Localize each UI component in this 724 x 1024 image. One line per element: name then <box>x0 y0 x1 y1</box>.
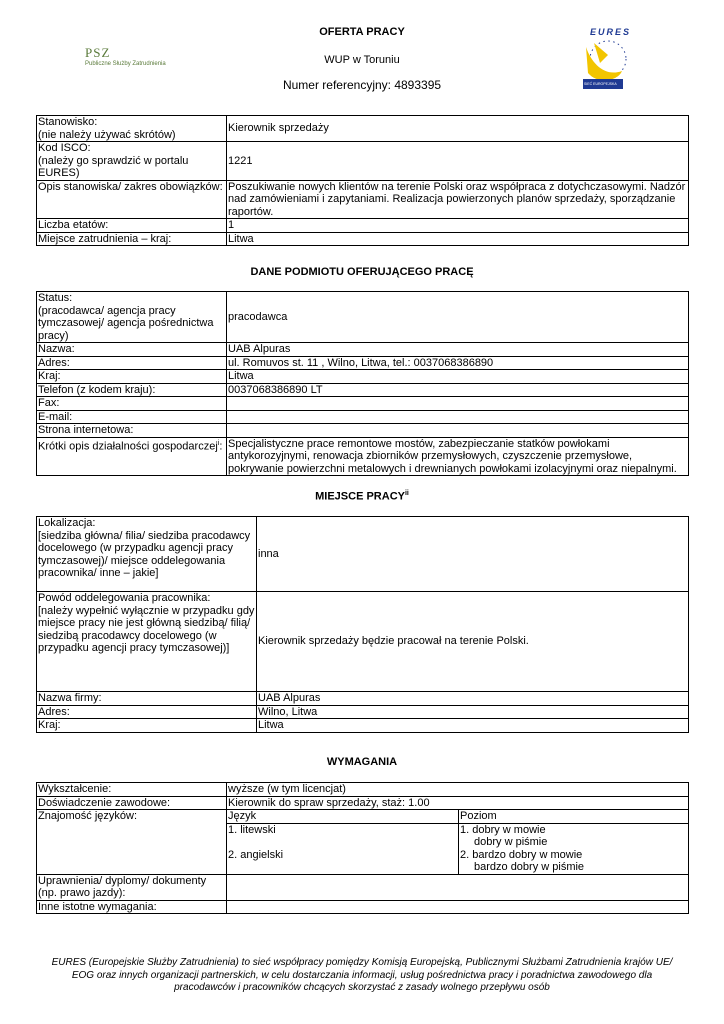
eures-logo-subtext: SIEĆ EUROPEJSKA <box>584 82 617 86</box>
psz-logo-text: PSZ <box>85 45 111 60</box>
language-1: 1. litewski <box>228 823 276 836</box>
other-requirements-label: Inne istotne wymagania: <box>37 900 227 914</box>
status-value: pracodawca <box>227 292 689 343</box>
workplace-country-value: Litwa <box>257 719 689 733</box>
requirements-heading: WYMAGANIA <box>326 756 398 768</box>
employer-country-value: Litwa <box>227 370 689 384</box>
psz-logo-subtext: Publiczne Służby Zatrudnienia <box>85 61 166 67</box>
experience-value: Kierownik do spraw sprzedaży, staż: 1.00 <box>227 796 689 810</box>
employer-address-value: ul. Romuvos st. 11 , Wilno, Litwa, tel.: 0037068386890 <box>227 356 689 370</box>
country-value: Litwa <box>227 232 689 246</box>
certificates-value <box>227 874 689 900</box>
employer-phone-label: Telefon (z kodem kraju): <box>37 383 227 397</box>
position-value: Kierownik sprzedaży <box>227 116 689 142</box>
location-value: inna <box>257 517 689 592</box>
activity-value: Specjalistyczne prace remontowe mostów, zabezpieczanie statków powłokami antykorozyjnymi, renowacja zbiorników przemysłowych, czyszczenie przemysłowe, pokrywanie powierzchni metalowych i drewnianych powłokami izolacyjnymi oraz niepalnymi. <box>227 437 689 476</box>
reference-number: Numer referencyjny: 4893395 <box>282 78 442 92</box>
office-name: WUP w Toruniu <box>324 54 400 66</box>
requirements-table <box>36 782 689 914</box>
certificates-label: Uprawnienia/ dyplomy/ dokumenty (np. prawo jazdy): <box>37 874 227 900</box>
employer-www-label: Strona internetowa: <box>37 424 227 438</box>
employer-name-label: Nazwa: <box>37 343 227 357</box>
employer-name-value: UAB Alpuras <box>227 343 689 357</box>
location-label: Lokalizacja: [siedziba główna/ filia/ siedziba pracodawcy docelowego (w przypadku agencji pracy tymczasowej)/ miejsce oddelegowania pracownika/ inne – jakie] <box>37 517 257 592</box>
footer-note: EURES (Europejskie Służby Zatrudnienia) to sieć współpracy pomiędzy Komisją Europejską, Publicznymi Służbami Zatrudnienia krajów UE/ EOG oraz innych organizacji partnerskich, w celu dostarczania informacji, usług pośrednictwa pracy i poradnictwa zawodowego dla pracodawców i pracowników chcących skorzystać z zasady wolnego przepływu osób <box>51 957 673 993</box>
language-2-level-speaking: 2. bardzo dobry w mowie <box>460 848 583 861</box>
employer-country-label: Kraj: <box>37 370 227 384</box>
employer-fax-label: Fax: <box>37 397 227 411</box>
isco-label: Kod ISCO: (należy go sprawdzić w portalu EURES) <box>37 142 227 181</box>
description-label: Opis stanowiska/ zakres obowiązków: <box>37 180 227 219</box>
company-name-label: Nazwa firmy: <box>37 692 257 706</box>
activity-label: Krótki opis działalności gospodarczej$^i$: <box>37 437 227 476</box>
employer-heading: DANE PODMIOTU OFERUJĄCEGO PRACĘ <box>250 266 474 278</box>
page-title: OFERTA PRACY <box>319 26 405 38</box>
reason-value: Kierownik sprzedaży będzie pracował na terenie Polski. <box>257 592 689 692</box>
language-2: 2. angielski <box>228 848 284 861</box>
position-label: Stanowisko: (nie należy używać skrótów) <box>37 116 227 142</box>
workplace-address-label: Adres: <box>37 705 257 719</box>
employer-www-value <box>227 424 689 438</box>
education-value: wyższe (w tym licencjat) <box>227 783 689 797</box>
reason-label: Powód oddelegowania pracownika: [należy wypełnić wyłącznie w przypadku gdy miejsce pracy nie jest główną siedzibą/ filią/ siedzibą pracodawcy docelowego (w przypadku agencji pracy tymczasowej)] <box>37 592 257 692</box>
employer-table <box>36 291 689 476</box>
education-label: Wykształcenie: <box>37 783 227 797</box>
employer-email-label: E-mail: <box>37 410 227 424</box>
country-label: Miejsce zatrudnienia – kraj: <box>37 232 227 246</box>
status-label: Status: (pracodawca/ agencja pracy tymczasowej/ agencja pośrednictwa pracy) <box>37 292 227 343</box>
language-list <box>227 823 459 874</box>
workplace-country-label: Kraj: <box>37 719 257 733</box>
employer-email-value <box>227 410 689 424</box>
employer-address-label: Adres: <box>37 356 227 370</box>
language-1-level-writing: dobry w piśmie <box>474 836 548 848</box>
eures-logo-text: EURES <box>590 27 632 37</box>
language-1-level-speaking: 1. dobry w mowie <box>460 823 546 836</box>
eures-logo <box>578 25 638 93</box>
employer-fax-value <box>227 397 689 411</box>
isco-value: 1221 <box>227 142 689 181</box>
employer-phone-value: 0037068386890 LT <box>227 383 689 397</box>
company-name-value: UAB Alpuras <box>257 692 689 706</box>
workplace-table <box>36 516 689 733</box>
workplace-address-value: Wilno, Litwa <box>257 705 689 719</box>
language-column-header: Język <box>227 810 459 824</box>
description-value: Poszukiwanie nowych klientów na terenie Polski oraz współpraca z dotychczasowymi. Nadzór nad zamówieniami i zapytaniami. Realizacja powierzonych planów sprzedaży, sporządzanie raportów. <box>227 180 689 219</box>
fte-label: Liczba etatów: <box>37 219 227 233</box>
languages-label: Znajomość języków: <box>37 810 227 875</box>
workplace-heading: MIEJSCE PRACY$^{ii}$ <box>315 490 409 503</box>
fte-value: 1 <box>227 219 689 233</box>
level-column-header: Poziom <box>459 810 689 824</box>
language-2-level-writing: bardzo dobry w piśmie <box>474 861 585 873</box>
level-list <box>459 823 689 874</box>
other-requirements-value <box>227 900 689 914</box>
experience-label: Doświadczenie zawodowe: <box>37 796 227 810</box>
job-table <box>36 115 689 246</box>
